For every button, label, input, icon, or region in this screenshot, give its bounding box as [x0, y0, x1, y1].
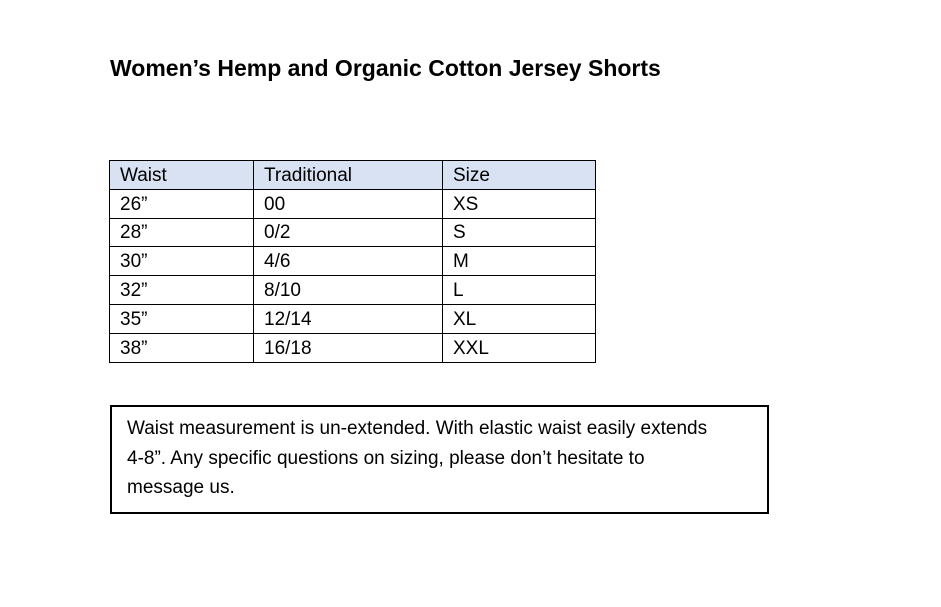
waist-cell: 38”	[110, 333, 254, 362]
traditional-cell: 12/14	[254, 304, 443, 333]
header-traditional: Traditional	[254, 161, 443, 190]
size-cell: XS	[443, 189, 596, 218]
traditional-cell: 16/18	[254, 333, 443, 362]
waist-cell: 32”	[110, 276, 254, 305]
table-row	[110, 276, 596, 305]
waist-cell: 30”	[110, 247, 254, 276]
table-row	[110, 189, 596, 218]
note-line: Waist measurement is un-extended. With elastic waist easily extends	[127, 418, 708, 439]
table-row	[110, 247, 596, 276]
traditional-cell: 4/6	[254, 247, 443, 276]
traditional-cell: 0/2	[254, 218, 443, 247]
header-waist: Waist	[110, 161, 254, 190]
size-cell: L	[443, 276, 596, 305]
table-header-row	[110, 161, 596, 190]
waist-cell: 26”	[110, 189, 254, 218]
size-cell: XXL	[443, 333, 596, 362]
sizing-note-box	[110, 405, 769, 514]
waist-cell: 35”	[110, 304, 254, 333]
note-line: message us.	[127, 477, 235, 498]
table-row	[110, 333, 596, 362]
size-cell: XL	[443, 304, 596, 333]
traditional-cell: 00	[254, 189, 443, 218]
header-size: Size	[443, 161, 596, 190]
table-row	[110, 304, 596, 333]
size-cell: M	[443, 247, 596, 276]
waist-cell: 28”	[110, 218, 254, 247]
page-title: Women’s Hemp and Organic Cotton Jersey Shorts	[110, 55, 661, 81]
note-line: 4-8”. Any specific questions on sizing, please don’t hesitate to	[127, 447, 645, 469]
traditional-cell: 8/10	[254, 276, 443, 305]
size-cell: S	[443, 218, 596, 247]
size-chart-table	[109, 160, 596, 363]
table-row	[110, 218, 596, 247]
